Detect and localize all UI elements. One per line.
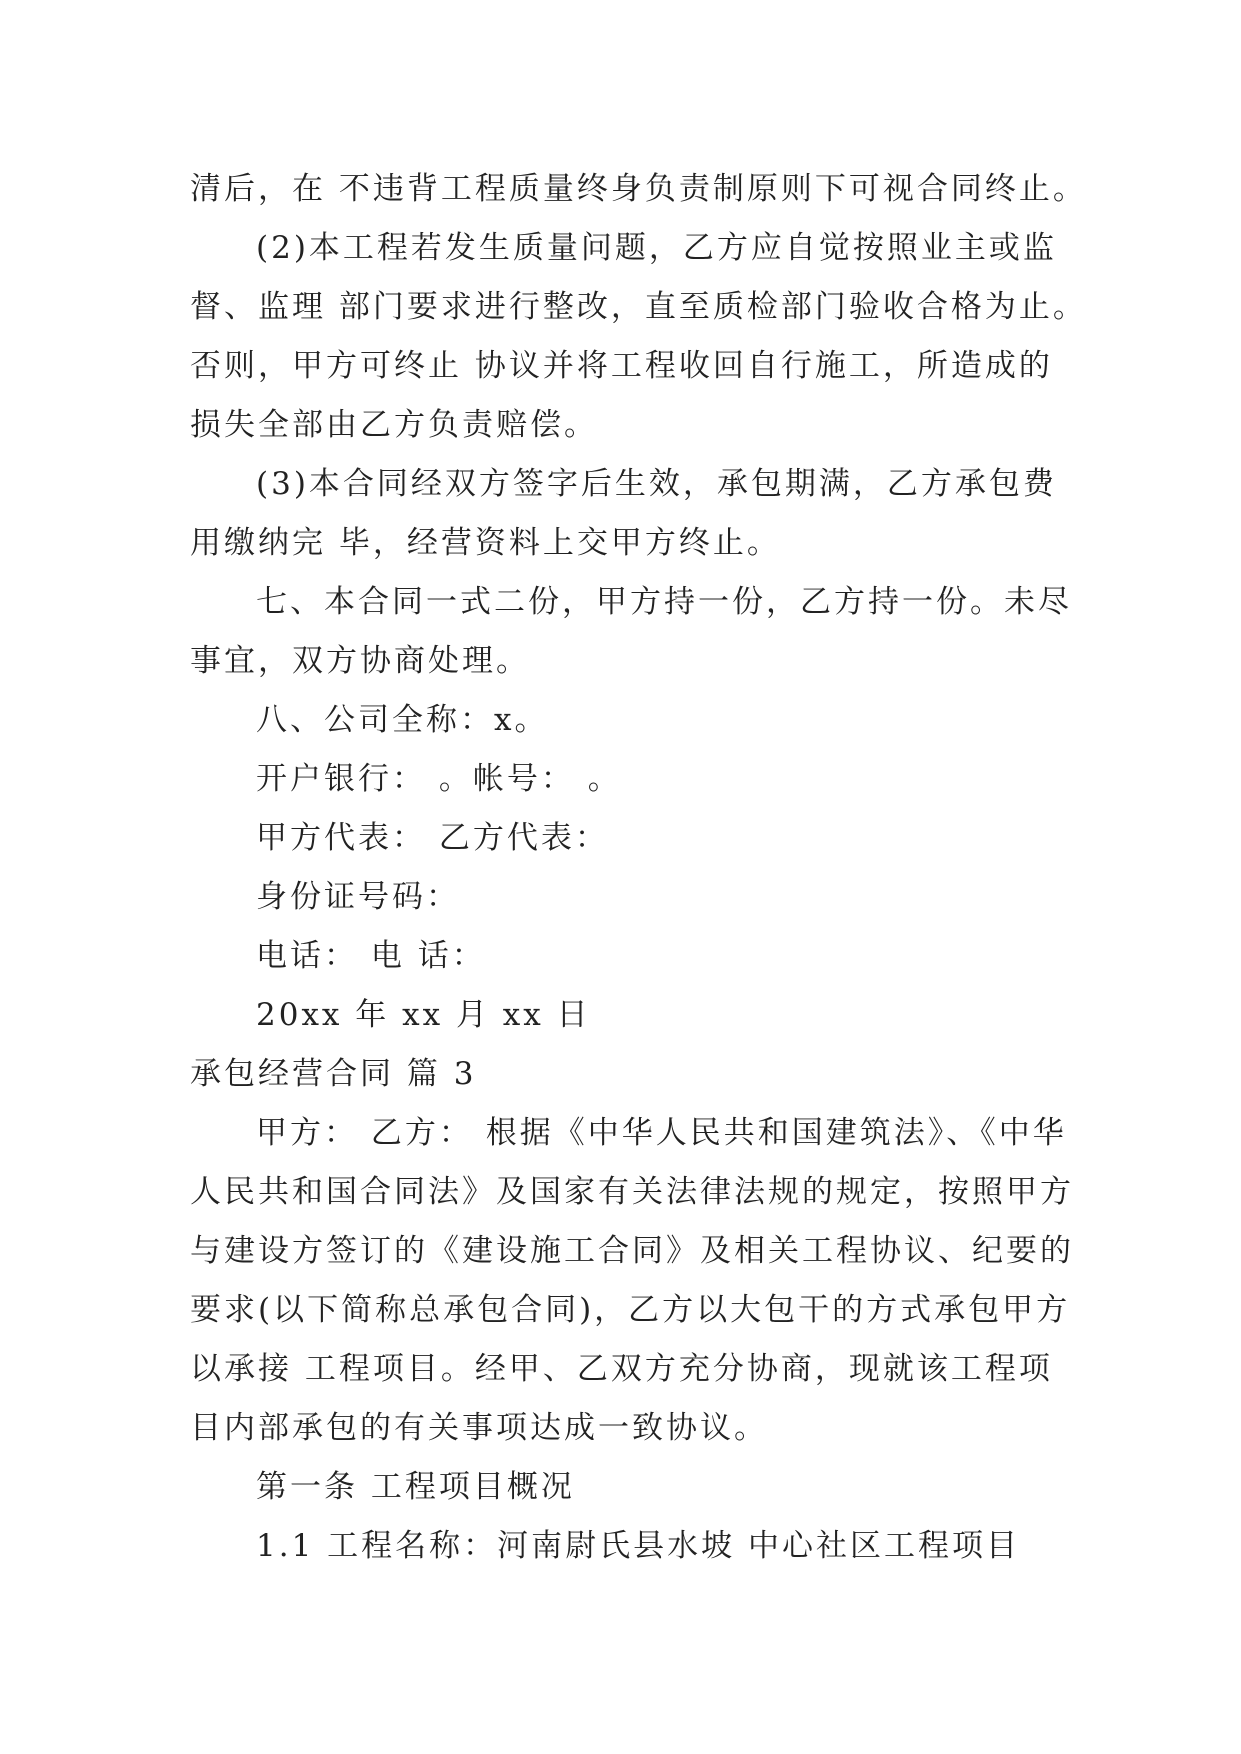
text-line: 督、监理 部门要求进行整改，直至质检部门验收合格为止。 [190, 289, 1087, 325]
text-line: 1.1 工程名称：河南尉氏县水坡 中心社区工程项目 [256, 1528, 1021, 1564]
text-line: 人民共和国合同法》及国家有关法律法规的规定，按照甲方 [190, 1174, 1074, 1210]
text-line: 目内部承包的有关事项达成一致协议。 [190, 1410, 768, 1446]
section-heading: 承包经营合同 篇 3 [190, 1056, 477, 1092]
text-line: 八、公司全称：x。 [256, 702, 549, 738]
text-line: 否则，甲方可终止 协议并将工程收回自行施工，所造成的 [190, 348, 1053, 384]
document-body [190, 160, 1087, 1576]
article-heading: 第一条 工程项目概况 [256, 1469, 575, 1505]
text-line: 要求(以下简称总承包合同)，乙方以大包干的方式承包甲方 [190, 1292, 1071, 1328]
text-line: 开户银行： 。帐号： 。 [256, 761, 622, 797]
text-line: (2)本工程若发生质量问题，乙方应自觉按照业主或监 [256, 230, 1057, 266]
text-line: (3)本合同经双方签字后生效，承包期满，乙方承包费 [256, 466, 1057, 502]
text-line: 以承接 工程项目。经甲、乙双方充分协商，现就该工程项 [190, 1351, 1053, 1387]
date-line: 20xx 年 xx 月 xx 日 [256, 997, 591, 1033]
text-line: 清后，在 不违背工程质量终身负责制原则下可视合同终止。 [190, 171, 1087, 207]
text-line: 甲方代表： 乙方代表： [256, 820, 609, 856]
text-line: 甲方： 乙方： 根据《中华人民共和国建筑法》、《中华 [256, 1115, 1067, 1151]
text-line: 与建设方签订的《建设施工合同》及相关工程协议、纪要的 [190, 1233, 1074, 1269]
text-line: 电话： 电 话： [256, 938, 486, 974]
text-line: 损失全部由乙方负责赔偿。 [190, 407, 598, 443]
text-line: 用缴纳完 毕，经营资料上交甲方终止。 [190, 525, 781, 561]
text-line: 身份证号码： [256, 879, 460, 915]
text-line: 事宜，双方协商处理。 [190, 643, 530, 679]
text-line: 七、本合同一式二份，甲方持一份，乙方持一份。未尽 [256, 584, 1072, 620]
